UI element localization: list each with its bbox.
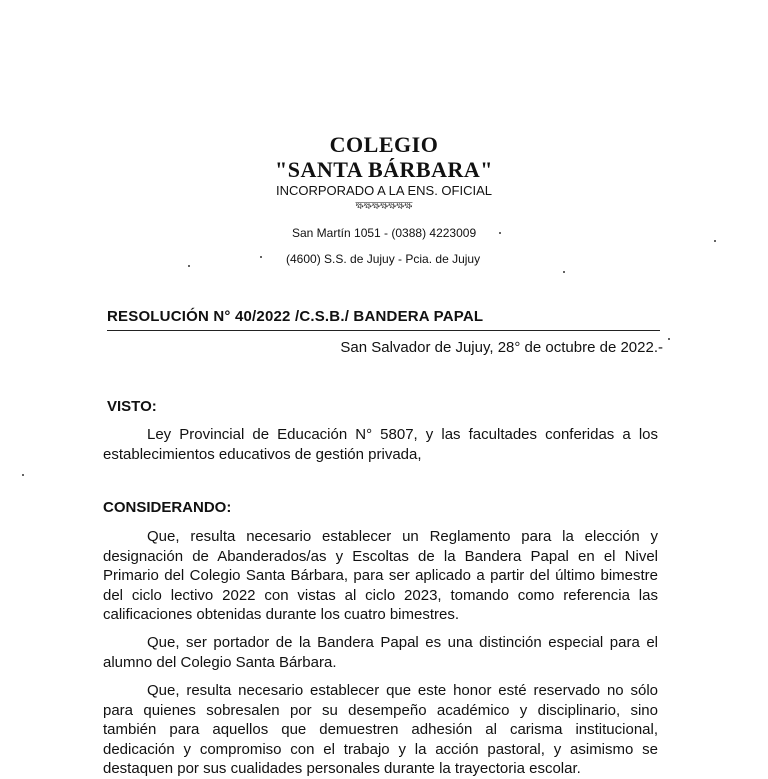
scan-speck xyxy=(499,232,501,234)
considerando-paragraph-3: Que, resulta necesario establecer que este honor esté reservado no sólo para quienes sobresalen por su desempeño académico y disciplinario, sino también para aquellos que demuestren adhesión al carisma institucional, dedicación y compromiso con el trabajo y la acción pastoral, y asimismo se destaquen por sus cualidades personales durante la trayectoria escolar. xyxy=(103,682,658,777)
address-line-city: (4600) S.S. de Jujuy - Pcia. de Jujuy xyxy=(286,252,481,266)
incorporated-note: INCORPORADO A LA ENS. OFICIAL xyxy=(275,183,492,198)
scan-speck xyxy=(563,271,565,273)
visto-heading: VISTO: xyxy=(107,398,157,415)
considerando-heading: CONSIDERANDO: xyxy=(103,499,232,516)
scan-speck xyxy=(260,256,262,258)
considerando-paragraph-2: Que, ser portador de la Bandera Papal es una distinción especial para el alumno del Colegio Santa Bárbara. xyxy=(103,634,658,671)
college-name-line1: COLEGIO xyxy=(329,132,439,157)
ornament-divider: ক্ষক্ষক্ষক্ষক্ষক্ষক্ষ xyxy=(355,201,413,212)
considerando-paragraph-1: Que, resulta necesario establecer un Reglamento para la elección y designación de Abanderados/as y Escoltas de la Bandera Papal en el Nivel Primario del Colegio Santa Bárbara, para ser aplicado a partir del último bimestre del ciclo lectivo 2022 con vistas al ciclo 2023, tomando como referencia las calificaciones obtenidas durante los cuatro bimestres. xyxy=(103,528,658,623)
resolution-date: San Salvador de Jujuy, 28° de octubre de 2022.- xyxy=(340,339,663,356)
scan-speck xyxy=(188,265,190,267)
scan-speck xyxy=(22,474,24,476)
resolution-title: RESOLUCIÓN N° 40/2022 /C.S.B./ BANDERA PAPAL xyxy=(107,308,660,331)
scan-speck xyxy=(714,240,716,242)
scan-speck xyxy=(668,338,670,340)
address-line-street: San Martín 1051 - (0388) 4223009 xyxy=(292,226,477,240)
college-name-line2: "SANTA BÁRBARA" xyxy=(275,157,493,182)
visto-paragraph: Ley Provincial de Educación N° 5807, y las facultades conferidas a los establecimientos educativos de gestión privada, xyxy=(103,426,658,463)
